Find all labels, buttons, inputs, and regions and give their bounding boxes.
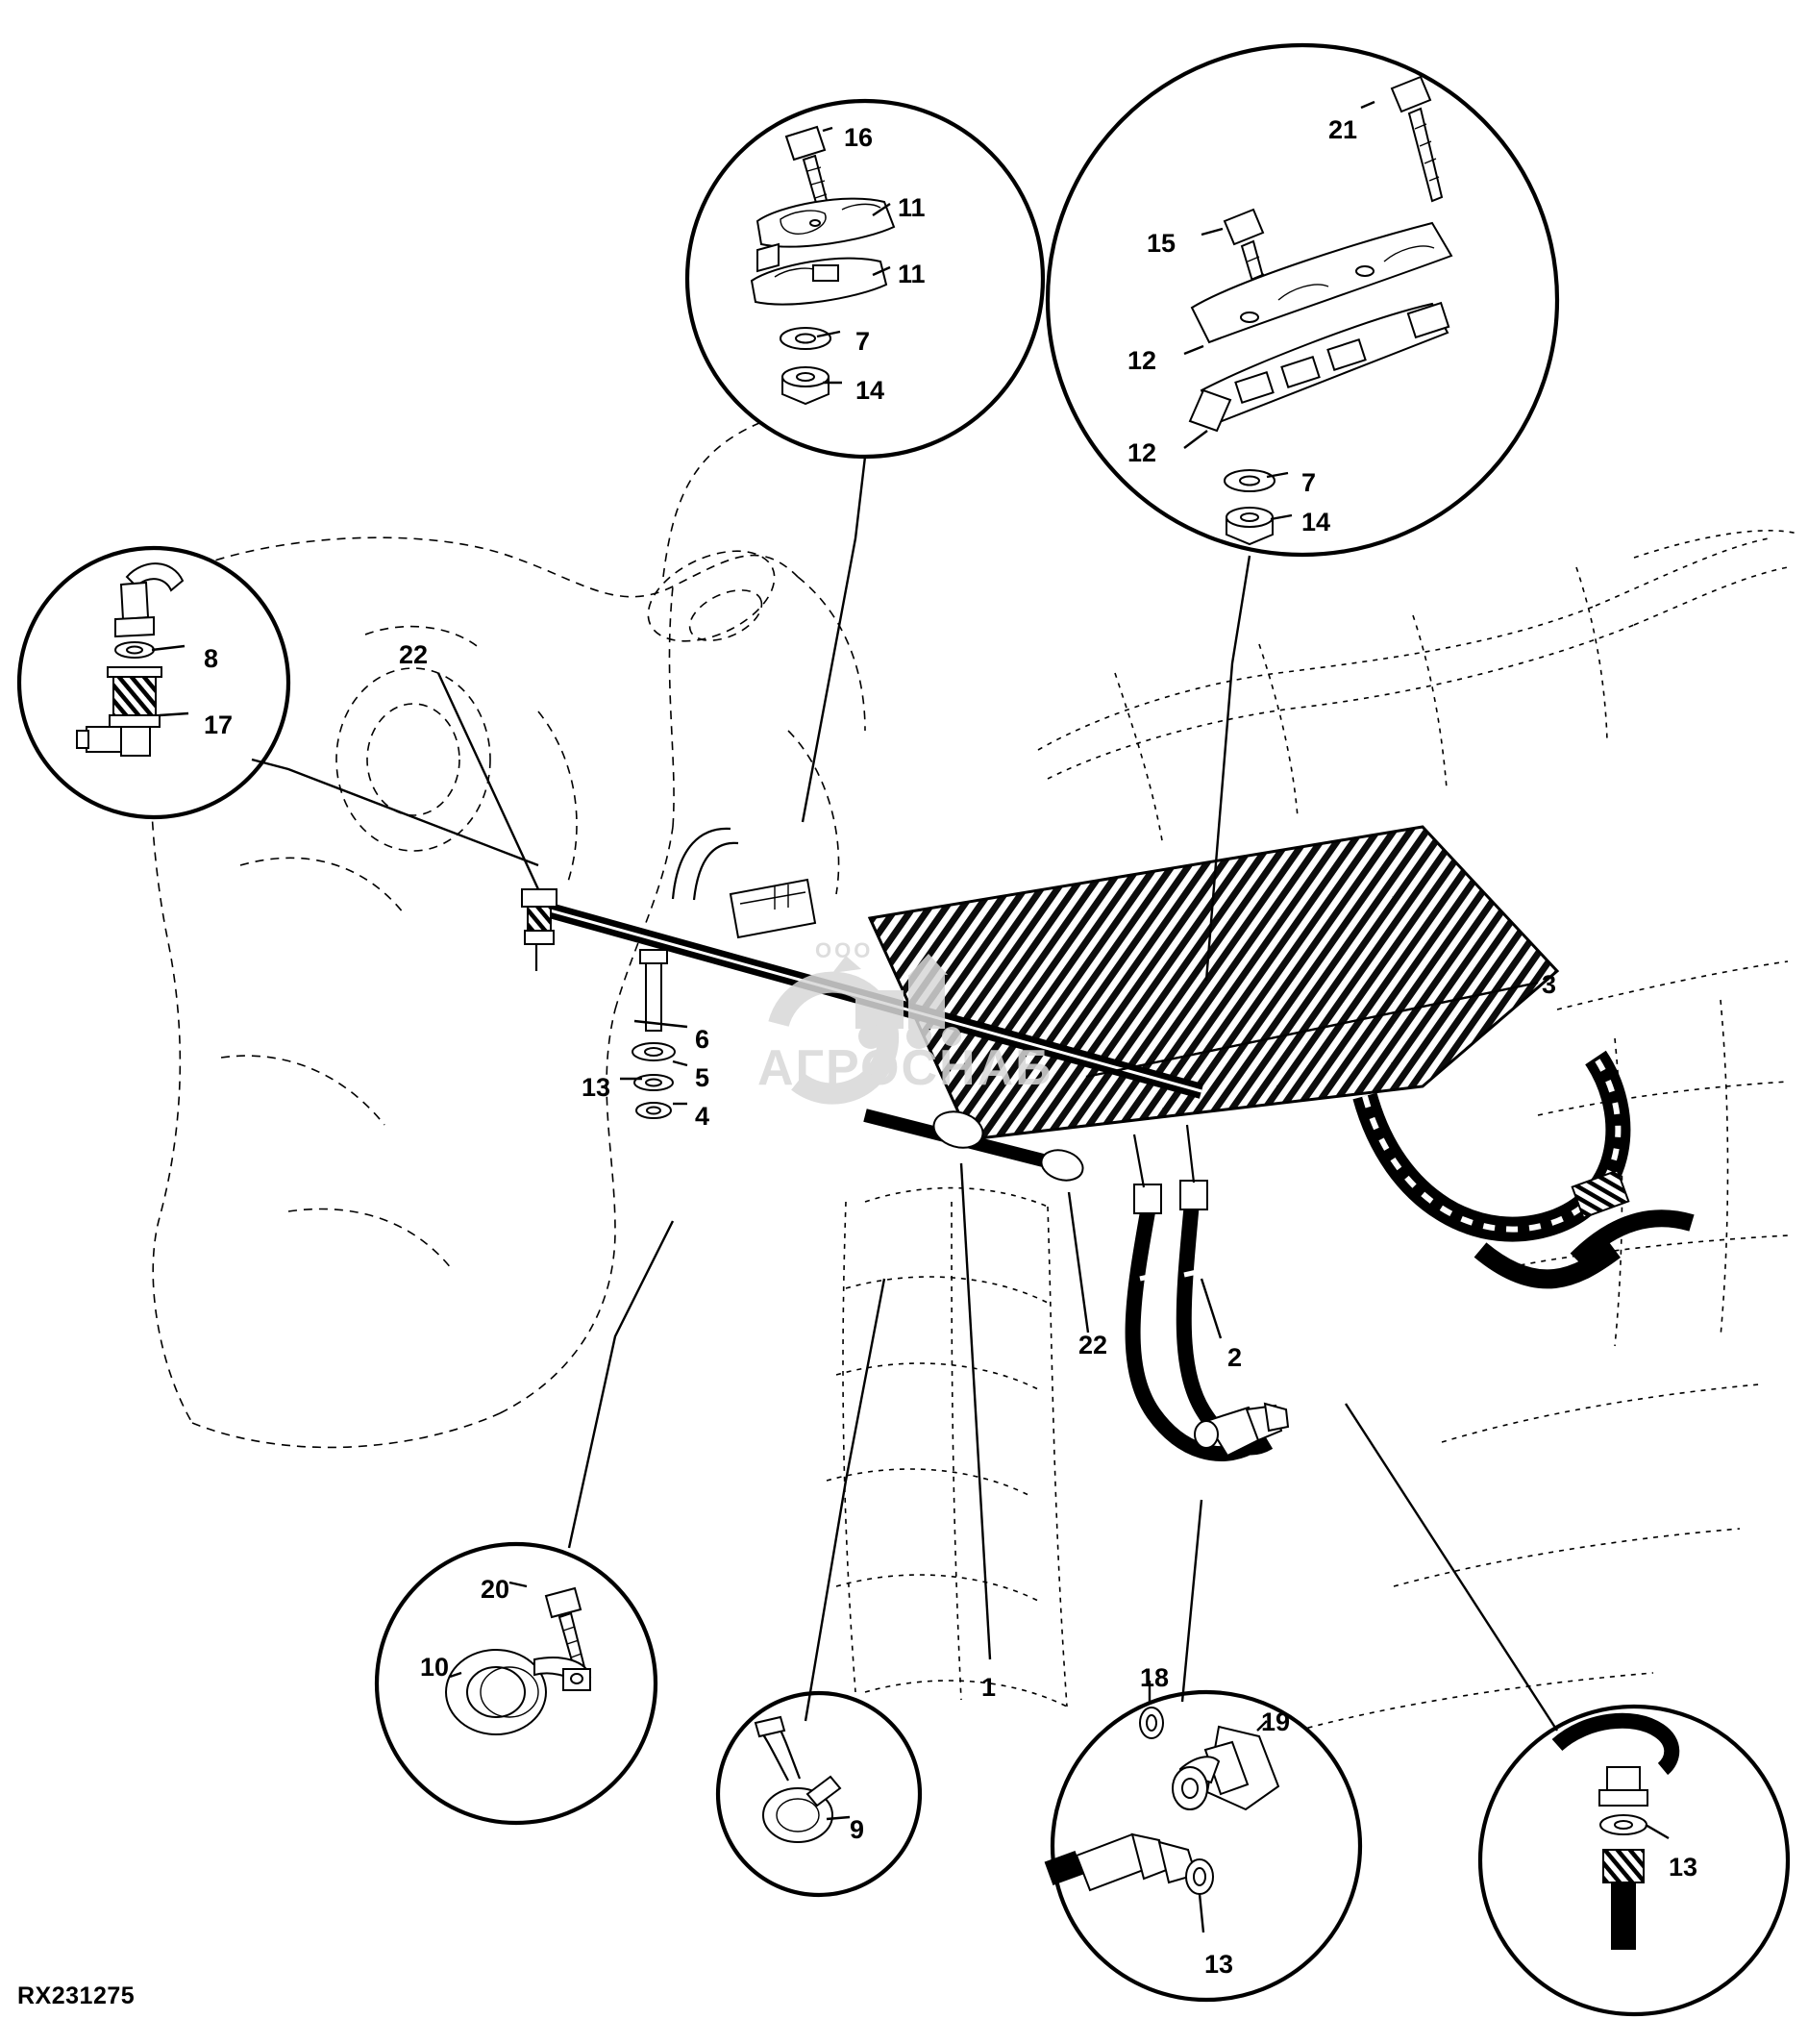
detail-circle-13 <box>1480 1707 1788 2014</box>
callout-20: 20 <box>481 1575 510 1604</box>
detail-circle-20-10 <box>377 1544 656 1823</box>
detail-circle-8-17 <box>19 548 288 817</box>
callout-7b: 7 <box>1301 468 1317 497</box>
callout-9: 9 <box>850 1815 865 1844</box>
callout-13a: 13 <box>582 1073 611 1102</box>
callout-11a: 11 <box>898 193 926 222</box>
fitting-22-left <box>522 889 557 971</box>
callout-7a: 7 <box>855 327 871 356</box>
callout-2: 2 <box>1227 1343 1243 1372</box>
detail-circle-18-19-13 <box>1045 1681 1360 2000</box>
bolt-stack-center <box>632 950 675 1118</box>
callout-12a: 12 <box>1127 346 1157 375</box>
oring-18 <box>1140 1707 1163 1738</box>
callout-6: 6 <box>695 1025 710 1054</box>
callout-13c: 13 <box>1669 1853 1698 1882</box>
callout-8: 8 <box>204 644 219 673</box>
callout-22b: 22 <box>1078 1331 1108 1359</box>
figure-id-label: RX231275 <box>17 1982 136 2009</box>
callout-3: 3 <box>1542 970 1557 999</box>
callout-22a: 22 <box>399 640 429 669</box>
callout-15: 15 <box>1147 229 1176 258</box>
svg-text:АГРОСНАБ: АГРОСНАБ <box>757 1040 1053 1096</box>
center-clamp-assembly <box>673 829 815 937</box>
callout-12b: 12 <box>1127 438 1157 467</box>
callout-18: 18 <box>1140 1663 1170 1692</box>
callout-14b: 14 <box>1301 508 1331 536</box>
callout-1: 1 <box>981 1673 997 1702</box>
svg-text:ООО: ООО <box>815 938 874 962</box>
callout-17: 17 <box>204 710 234 739</box>
washer-7 <box>780 328 830 349</box>
washer-7b <box>1225 470 1275 491</box>
callout-21: 21 <box>1328 115 1358 144</box>
callout-19: 19 <box>1261 1707 1291 1736</box>
callout-4: 4 <box>695 1102 710 1131</box>
vertical-connector <box>1134 1125 1194 1187</box>
detail-circle-9 <box>718 1693 920 1895</box>
callout-14a: 14 <box>855 376 885 405</box>
callout-10: 10 <box>420 1653 450 1682</box>
callout-5: 5 <box>695 1063 710 1092</box>
hose-bundle-right <box>1365 1058 1692 1279</box>
callout-11b: 11 <box>898 260 926 288</box>
callout-16: 16 <box>844 123 874 152</box>
callout-13b: 13 <box>1204 1950 1234 1979</box>
